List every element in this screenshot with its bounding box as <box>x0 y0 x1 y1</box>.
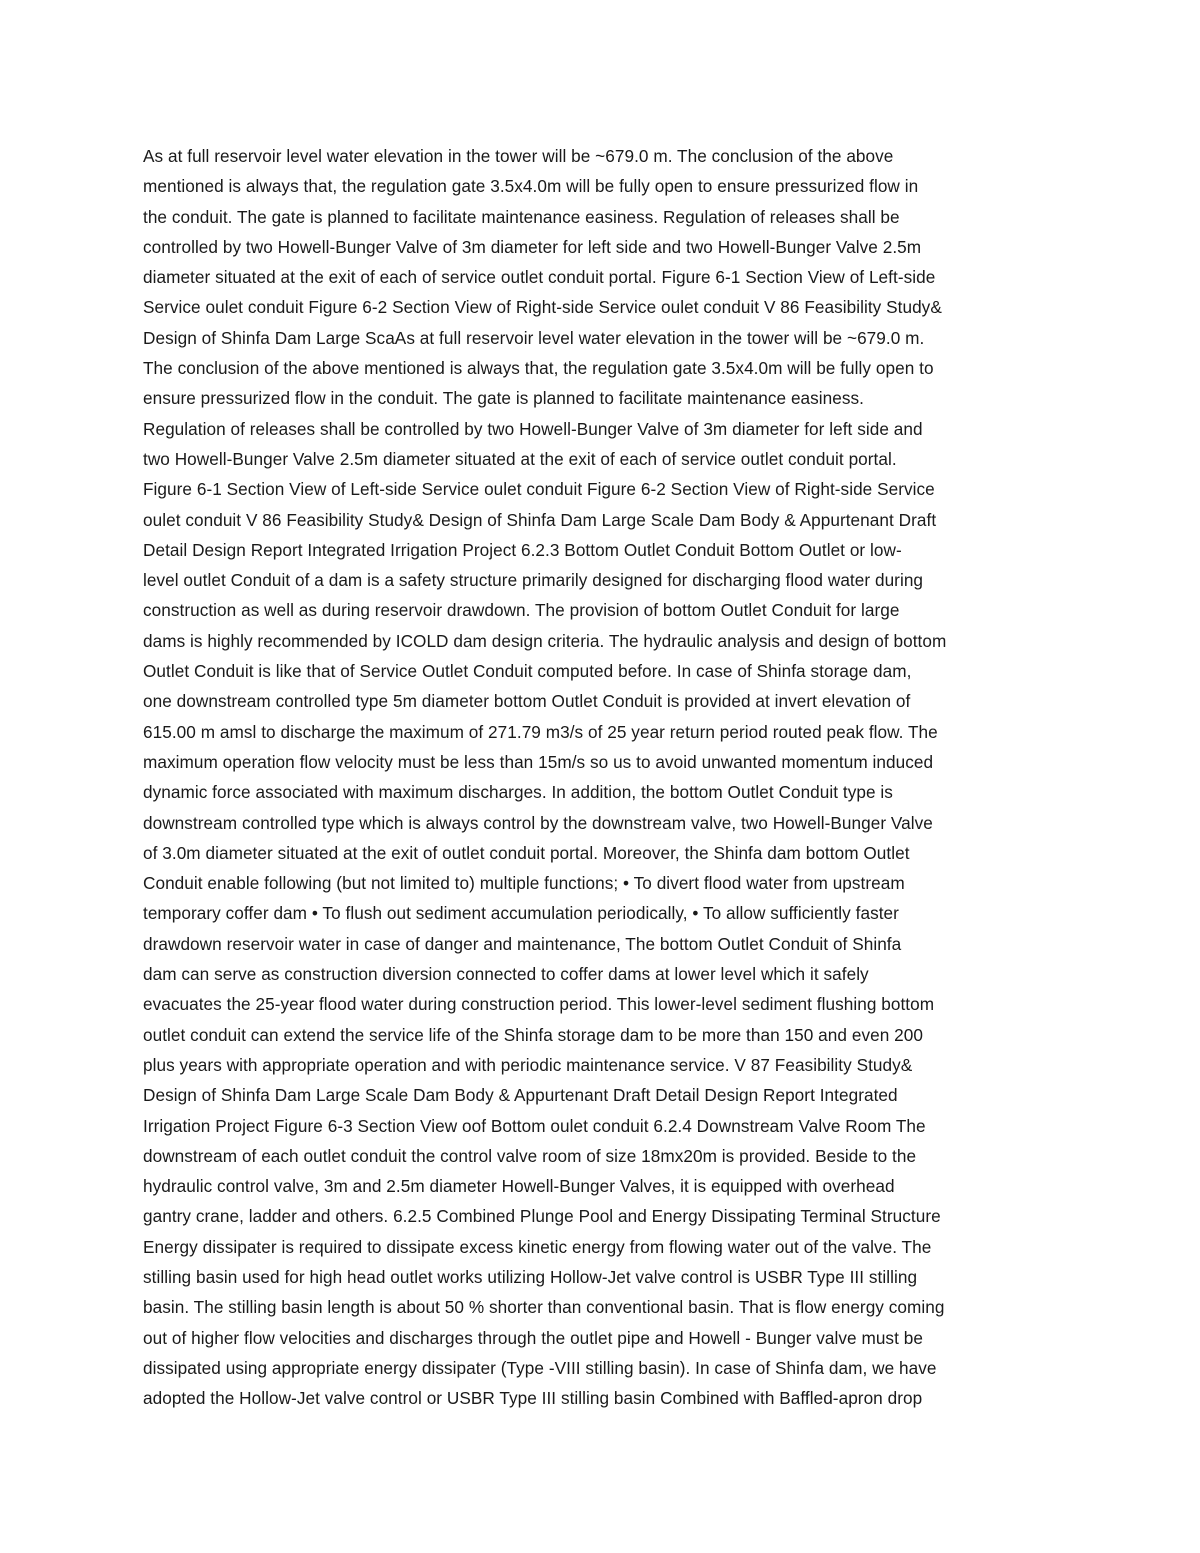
text-line: 615.00 m amsl to discharge the maximum of 271.79 m3/s of 25 year return period routed peak flow. The <box>143 721 938 742</box>
text-line: Conduit enable following (but not limited to) multiple functions; • To divert flood water from upstream <box>143 873 905 894</box>
text-line: Regulation of releases shall be controlled by two Howell-Bunger Valve of 3m diameter for left side and <box>143 418 923 439</box>
text-line: dams is highly recommended by ICOLD dam design criteria. The hydraulic analysis and design of bottom <box>143 630 947 651</box>
text-line: Design of Shinfa Dam Large Scale Dam Body & Appurtenant Draft Detail Design Report Integrated <box>143 1085 898 1106</box>
text-line: Detail Design Report Integrated Irrigation Project 6.2.3 Bottom Outlet Conduit Bottom Outlet or low- <box>143 539 902 560</box>
text-line: drawdown reservoir water in case of danger and maintenance, The bottom Outlet Conduit of Shinfa <box>143 933 902 954</box>
text-line: Irrigation Project Figure 6-3 Section View oof Bottom oulet conduit 6.2.4 Downstream Valve Room The <box>143 1115 926 1136</box>
text-line: diameter situated at the exit of each of service outlet conduit portal. Figure 6-1 Section View of Left-side <box>143 267 936 288</box>
text-line: Energy dissipater is required to dissipate excess kinetic energy from flowing water out of the valve. The <box>143 1236 932 1257</box>
text-line: Design of Shinfa Dam Large ScaAs at full reservoir level water elevation in the tower will be ~679.0 m. <box>143 327 925 348</box>
text-line: the conduit. The gate is planned to facilitate maintenance easiness. Regulation of releases shall be <box>143 206 900 227</box>
text-line: Service oulet conduit Figure 6-2 Section View of Right-side Service oulet conduit V 86 Feasibility Study& <box>143 297 942 318</box>
text-line: dynamic force associated with maximum discharges. In addition, the bottom Outlet Conduit type is <box>143 782 893 803</box>
text-line: downstream of each outlet conduit the control valve room of size 18mx20m is provided. Beside to the <box>143 1145 917 1166</box>
text-line: mentioned is always that, the regulation gate 3.5x4.0m will be fully open to ensure pressurized flow in <box>143 176 919 197</box>
text-line: adopted the Hollow-Jet valve control or USBR Type III stilling basin Combined with Baffled-apron drop <box>143 1388 923 1409</box>
text-line: evacuates the 25-year flood water during construction period. This lower-level sediment flushing bottom <box>143 994 935 1015</box>
text-line: dam can serve as construction diversion connected to coffer dams at lower level which it safely <box>143 964 869 985</box>
text-line: maximum operation flow velocity must be less than 15m/s so us to avoid unwanted momentum induced <box>143 751 934 772</box>
text-line: As at full reservoir level water elevation in the tower will be ~679.0 m. The conclusion of the above <box>143 146 894 166</box>
text-line: two Howell-Bunger Valve 2.5m diameter situated at the exit of each of service outlet conduit portal. <box>143 448 897 469</box>
body-text <box>143 141 1073 1413</box>
text-line: hydraulic control valve, 3m and 2.5m diameter Howell-Bunger Valves, it is equipped with overhead <box>143 1176 895 1197</box>
text-line: controlled by two Howell-Bunger Valve of 3m diameter for left side and two Howell-Bunger Valve 2.5m <box>143 236 922 257</box>
text-line: Outlet Conduit is like that of Service Outlet Conduit computed before. In case of Shinfa storage dam, <box>143 661 912 682</box>
text-line: temporary coffer dam • To flush out sediment accumulation periodically, • To allow sufficiently faster <box>143 903 899 924</box>
text-line: out of higher flow velocities and discharges through the outlet pipe and Howell - Bunger valve must be <box>143 1327 923 1348</box>
text-line: level outlet Conduit of a dam is a safety structure primarily designed for discharging flood water during <box>143 570 924 591</box>
text-line: ensure pressurized flow in the conduit. The gate is planned to facilitate maintenance easiness. <box>143 388 865 409</box>
text-line: one downstream controlled type 5m diameter bottom Outlet Conduit is provided at invert elevation of <box>143 691 911 712</box>
text-line: of 3.0m diameter situated at the exit of outlet conduit portal. Moreover, the Shinfa dam bottom Outlet <box>143 842 910 863</box>
text-line: outlet conduit can extend the service life of the Shinfa storage dam to be more than 150 and even 200 <box>143 1024 923 1045</box>
text-line: downstream controlled type which is always control by the downstream valve, two Howell-Bunger Valve <box>143 812 933 833</box>
text-line: plus years with appropriate operation and with periodic maintenance service. V 87 Feasibility Study& <box>143 1054 913 1075</box>
text-line: stilling basin used for high head outlet works utilizing Hollow-Jet valve control is USBR Type III stilling <box>143 1266 918 1287</box>
text-line: gantry crane, ladder and others. 6.2.5 Combined Plunge Pool and Energy Dissipating Terminal Structure <box>143 1206 941 1227</box>
text-line: basin. The stilling basin length is about 50 % shorter than conventional basin. That is flow energy coming <box>143 1297 945 1318</box>
text-line: construction as well as during reservoir drawdown. The provision of bottom Outlet Conduit for large <box>143 600 900 621</box>
text-line: Figure 6-1 Section View of Left-side Service oulet conduit Figure 6-2 Section View of Right-side Service <box>143 479 935 500</box>
text-line: The conclusion of the above mentioned is always that, the regulation gate 3.5x4.0m will be fully open to <box>143 358 934 379</box>
text-line: dissipated using appropriate energy dissipater (Type -VIII stilling basin). In case of Shinfa dam, we have <box>143 1357 937 1378</box>
text-line: oulet conduit V 86 Feasibility Study& Design of Shinfa Dam Large Scale Dam Body & Appurtenant Draft <box>143 509 937 530</box>
